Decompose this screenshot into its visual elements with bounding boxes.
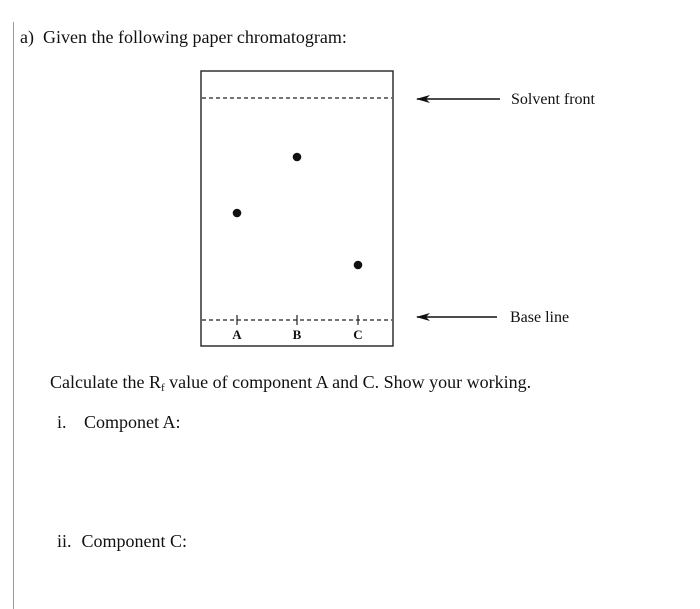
component-label-b: B <box>292 327 302 342</box>
component-label-a: A <box>232 327 242 342</box>
part-i-label: Componet A: <box>84 412 181 432</box>
spot-c <box>354 261 363 270</box>
part-i <box>57 412 181 433</box>
instruction-before: Calculate the R <box>50 372 161 392</box>
part-ii-label: Component C: <box>81 531 188 551</box>
component-label-c: C <box>353 327 363 342</box>
part-ii <box>57 531 187 552</box>
instruction-after: value of component A and C. Show your working. <box>164 372 532 392</box>
instruction-text <box>50 372 531 393</box>
question-text: Given the following paper chromatogram: <box>42 27 347 47</box>
base-line-label: Base line <box>510 309 570 326</box>
spot-b <box>293 153 302 162</box>
part-i-numeral: i. <box>57 412 67 432</box>
spot-a <box>233 209 242 218</box>
question-number: a) <box>20 27 34 47</box>
chromatogram-paper <box>201 71 393 346</box>
solvent-front-label: Solvent front <box>511 91 595 108</box>
part-ii-numeral: ii. <box>57 531 72 551</box>
rf-subscript: f <box>160 382 165 394</box>
